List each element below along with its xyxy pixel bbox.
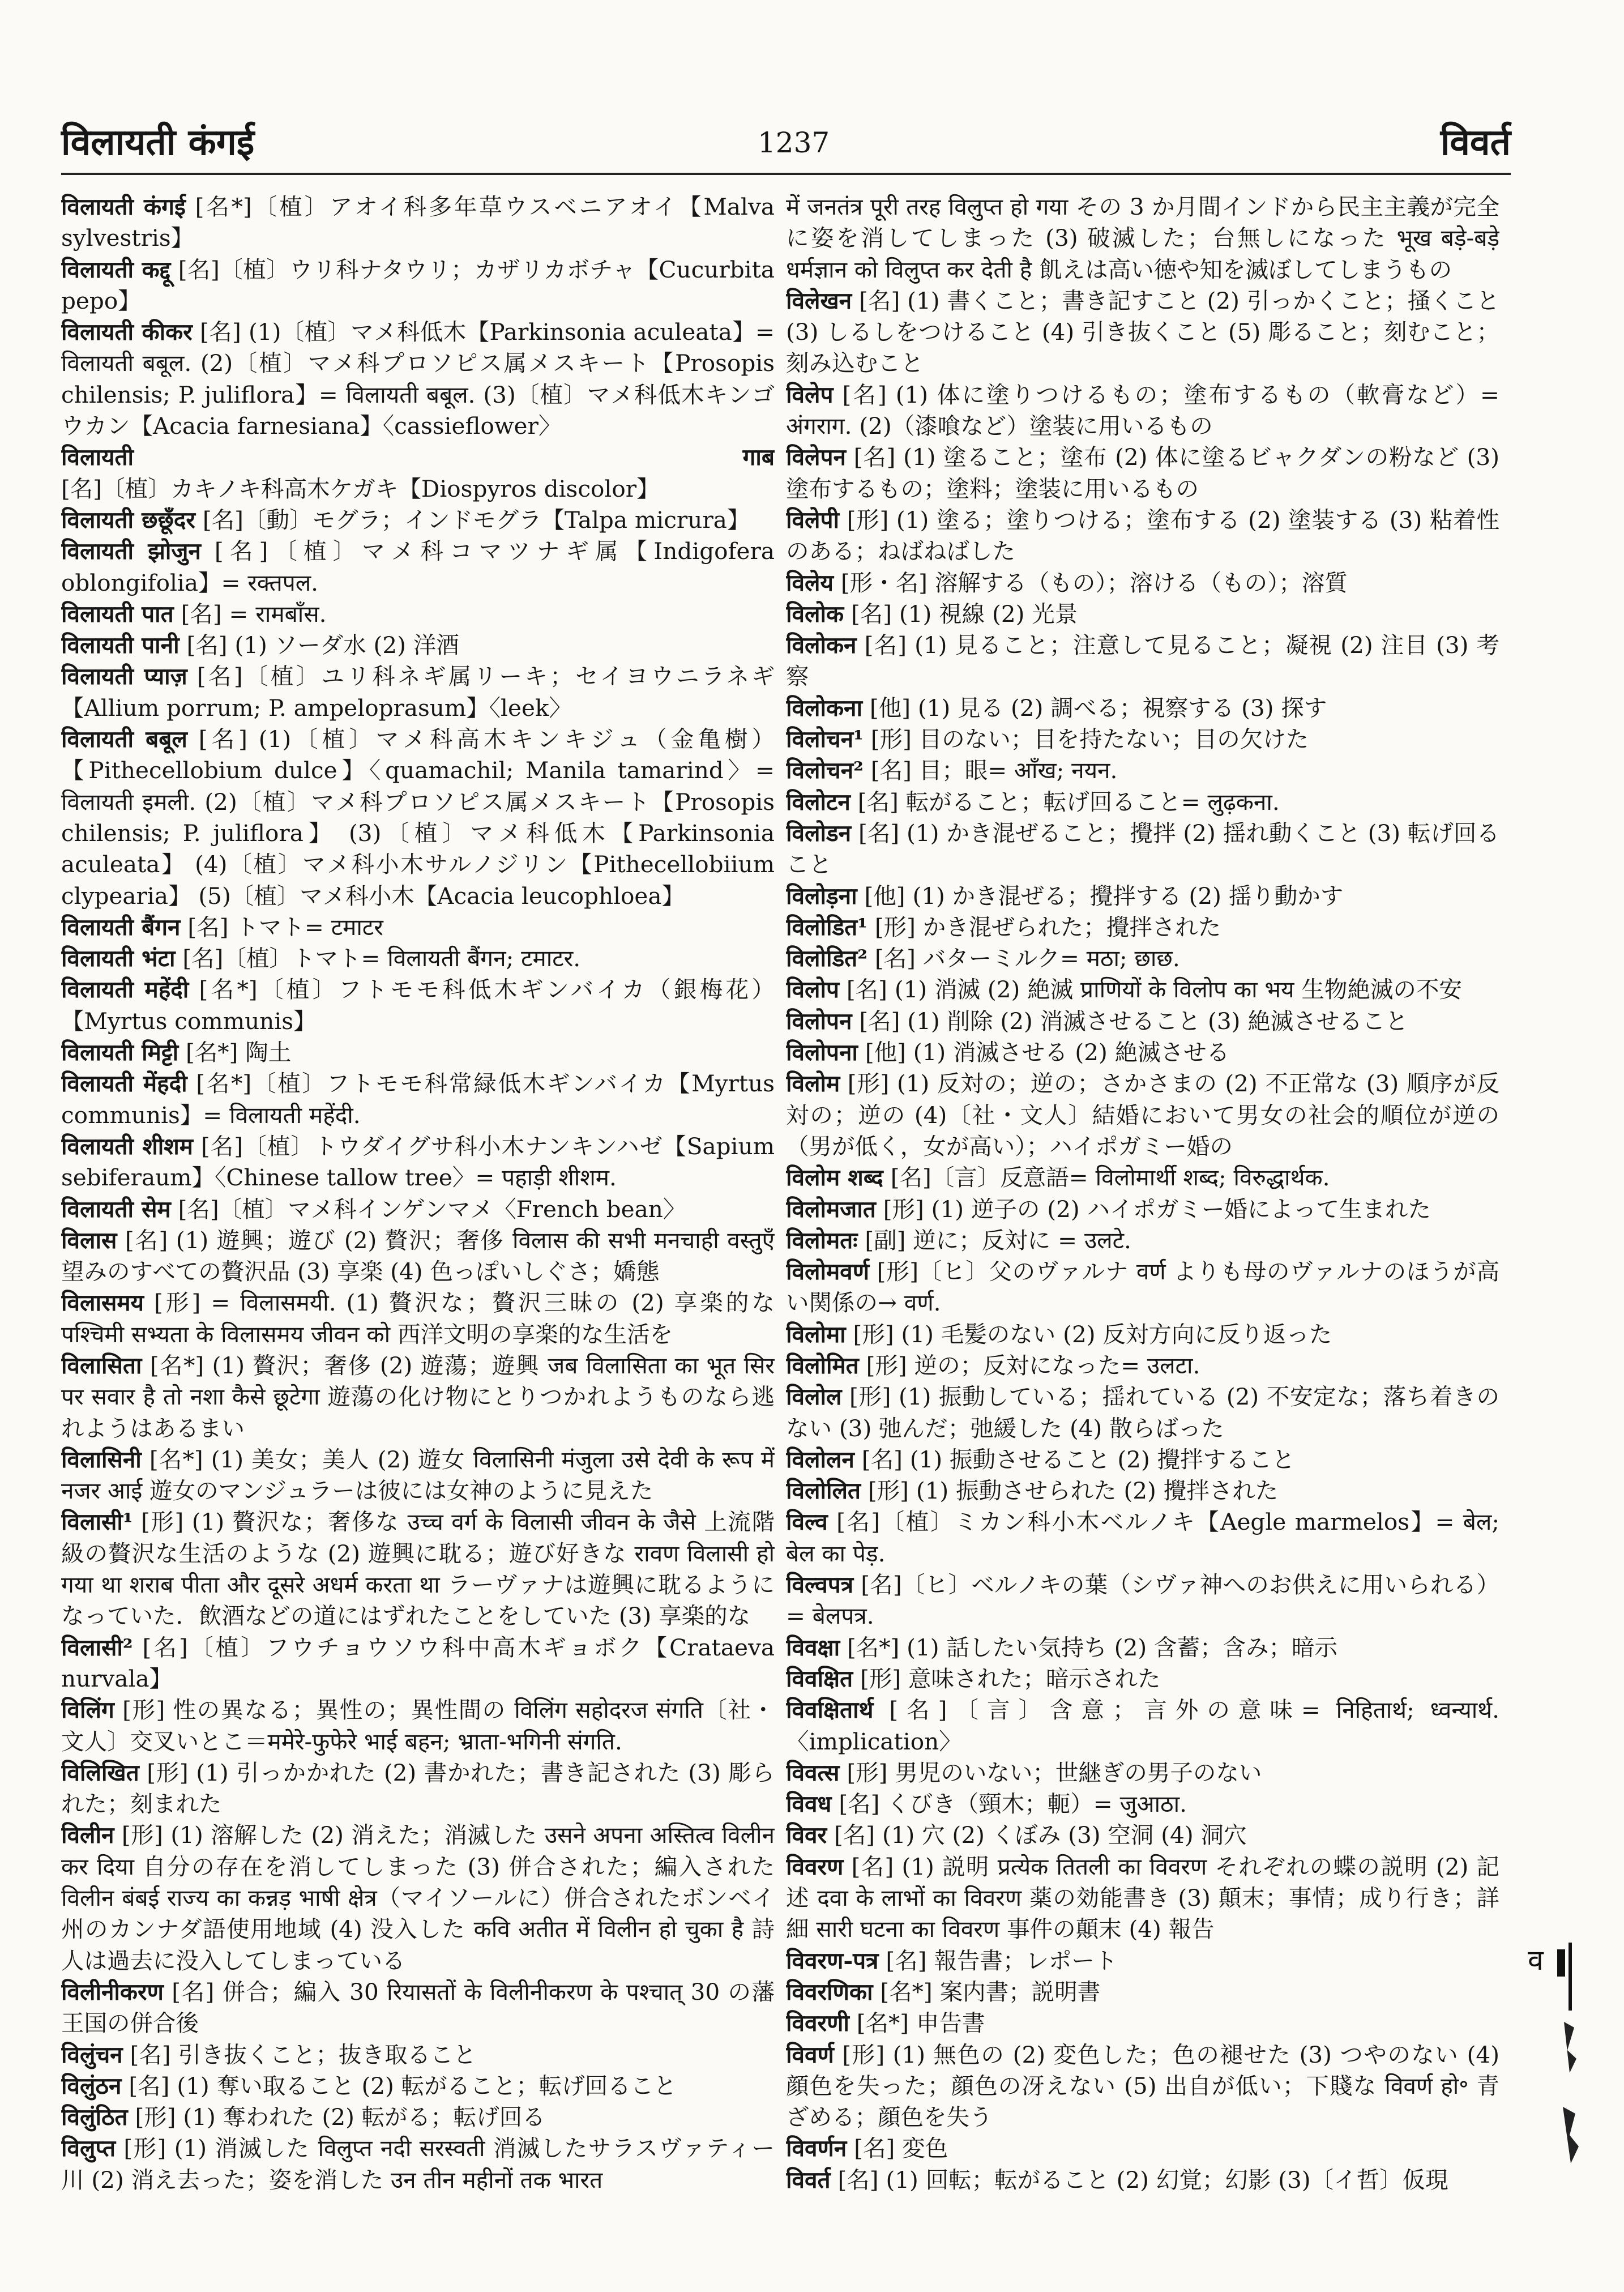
entry-definition: [形・名] 溶解する（もの）；溶ける（もの）；溶質	[840, 569, 1348, 596]
entry-headword: विवत्स	[786, 1759, 840, 1786]
dictionary-entry	[786, 1256, 1499, 1319]
entry-definition: [名]〔植〕ウリ科ナタウリ；カザリカボチャ【Cucurbita pepo】	[61, 255, 775, 314]
dictionary-entry	[61, 536, 775, 599]
entry-definition: [形] (1) 溶解した (2) 消えた；消滅した उसने अपना अस्तित्व विलीन कर दिया 自分の存在を消してしまった (3) 併合された；編入された विलीन बंबई राज्य का कन्नड़ भाषी क्षेत्र（マイソールに）併合されたボンベイ州のカンナダ語使用地域 (4) 没入した कवि अतीत में विलीन हो चुका है 詩人は過去に没入してしまっている	[61, 1821, 775, 1974]
dictionary-entry	[61, 2102, 775, 2133]
dictionary-entry	[786, 1319, 1499, 1350]
entry-definition: [名] (1) 振動させること (2) 攪拌すること	[861, 1445, 1295, 1473]
entry-definition: [名] (1)〔植〕マメ科高木キンキジュ（金亀樹）【Pithecellobium dulce】〈quamachil; Manila tamarind〉= विलायती इमली. (2)〔植〕マメ科プロソピス属メスキート【Prosopis chilensis; P. juliflora】 (3)〔植〕マメ科低木【Parkinsonia aculeata】 (4)〔植〕マメ科小木サルノジリン【Pithecellobiium clypearia】 (5)〔植〕マメ科小木【Acacia leucophloea】	[61, 725, 775, 910]
entry-definition: [名] (1) ソーダ水 (2) 洋酒	[186, 631, 459, 659]
entry-headword: विलोडन	[786, 819, 852, 847]
dictionary-entry	[786, 2133, 1499, 2164]
entry-definition: [形] = विलासमयी. (1) 贅沢な；贅沢三昧の (2) 享楽的な पश्चिमी सभ्यता के विलासमय जीवन को 西洋文明の享楽的な生活を	[61, 1289, 775, 1348]
entry-headword: विलोमजात	[786, 1195, 876, 1223]
entry-headword: विलिखित	[61, 1759, 139, 1786]
dictionary-entry	[61, 1037, 775, 1068]
entry-definition: [形] (1) 逆子の (2) ハイポガミー婚によって生まれた	[883, 1195, 1431, 1223]
dictionary-entry	[786, 1945, 1499, 1977]
entry-definition: [名] 報告書；レポート	[886, 1947, 1118, 1974]
right-guide-word: विवर्त	[1440, 121, 1511, 164]
entry-headword: विवर	[786, 1821, 827, 1849]
entry-headword: विलुंठन	[61, 2072, 122, 2099]
dictionary-entry	[786, 1068, 1499, 1162]
dictionary-entry	[786, 1037, 1499, 1068]
dictionary-entry	[61, 599, 775, 630]
page-number: 1237	[758, 126, 830, 159]
entry-definition: [形] (1) 消滅した विलुप्त नदी सरस्वती 消滅したサラスヴァティー川 (2) 消え去った；姿を消した उन तीन महीनों तक भारत	[61, 2135, 775, 2193]
dictionary-entry	[786, 974, 1499, 1005]
entry-headword: विलोलित	[786, 1477, 861, 1505]
entry-definition: [名*] 陶土	[186, 1039, 292, 1066]
entry-headword: विलोडित²	[786, 945, 867, 972]
entry-definition: [他] (1) 見る (2) 調べる；視察する (3) 探す	[869, 694, 1327, 722]
entry-headword: विलायती पानी	[61, 631, 180, 659]
entry-headword: विलायती मेंहदी	[61, 1070, 187, 1098]
dictionary-entry	[786, 724, 1499, 755]
dictionary-entry	[61, 191, 775, 254]
dictionary-entry	[786, 1225, 1499, 1256]
entry-definition: [名]〔ヒ〕ベルノキの葉（シヴァ神へのお供えに用いられる）= बेलपत्र.	[786, 1571, 1499, 1630]
entry-headword: विलीन	[61, 1821, 114, 1849]
dictionary-entry	[61, 974, 775, 1037]
margin-thumb-mark	[1524, 1937, 1592, 2175]
entry-headword: विलेपन	[786, 443, 846, 471]
entry-definition: [名*]〔植〕アオイ科多年草ウスベニアオイ【Malva sylvestris】	[61, 193, 775, 252]
entry-definition: [形] かき混ぜられた；攪拌された	[874, 913, 1221, 941]
dictionary-entry	[786, 1977, 1499, 2008]
dictionary-entry	[61, 1820, 775, 1976]
dictionary-entry	[786, 2039, 1499, 2133]
entry-definition: [名] (1) 回転；転がること (2) 幻覚；幻影 (3)〔イ哲〕仮現	[837, 2166, 1448, 2193]
entry-headword: विवक्षा	[786, 1633, 840, 1661]
entry-definition: [形] 男児のいない；世継ぎの男子のない	[847, 1759, 1262, 1786]
dictionary-entry	[786, 191, 1499, 285]
dictionary-entry	[786, 1695, 1499, 1757]
dictionary-entry	[61, 1287, 775, 1350]
entry-headword: विलोप	[786, 976, 839, 1004]
dictionary-entry	[786, 630, 1499, 693]
entry-definition: [名] (1)〔植〕マメ科低木【Parkinsonia aculeata】= विलायती बबूल. (2)〔植〕マメ科プロソピス属メスキート【Prosopis chilensis; P. juliflora】= विलायती बबूल. (3)〔植〕マメ科低木キンゴウカン【Acacia farnesiana】〈cassieflower〉	[61, 318, 775, 440]
entry-headword: विलोक	[786, 600, 844, 628]
dictionary-entry	[786, 2008, 1499, 2039]
entry-definition: [名*] (1) 美女；美人 (2) 遊女 विलासिनी मंजुला उसे देवी के रूप में नजर आई 遊女のマンジュラーは彼には女神のように見えた	[61, 1445, 775, 1505]
entry-headword: विलोपना	[786, 1039, 858, 1066]
dictionary-entry	[61, 2133, 775, 2196]
entry-definition: [名]〔植〕トマト= विलायती बैंगन; टमाटर.	[182, 945, 581, 972]
entry-headword: विलायती कद्दू	[61, 255, 171, 283]
dictionary-entry	[786, 1632, 1499, 1663]
dictionary-entry	[786, 787, 1499, 818]
header-rule	[61, 173, 1511, 175]
dictionary-entry	[61, 1225, 775, 1288]
entry-definition: [他] (1) かき混ぜる；攪拌する (2) 揺り動かす	[864, 882, 1344, 910]
entry-headword: विवरणिका	[786, 1978, 873, 2005]
entry-definition: [形] (1) 奪われた (2) 転がる；転げ回る	[135, 2103, 545, 2131]
entry-headword: विलोमित	[786, 1351, 859, 1379]
entry-definition: [形] (1) 毛髪のない (2) 反対方向に反り返った	[853, 1320, 1332, 1348]
entry-definition: में जनतंत्र पूरी तरह विलुप्त हो गया その 3 か月間インドから民主主義が完全に姿を消してしまった (3) 破滅した；台無しになった भूख बड़े-बड़े धर्मज्ञान को विलुप्त कर देती है 飢えは高い徳や知を滅ぼしてしまうもの	[786, 193, 1499, 283]
entry-definition: [形] (1) 贅沢な；奢侈な उच्च वर्ग के विलासी जीवन के जैसे 上流階級の贅沢な生活のような (2) 遊興に耽る；遊び好きな रावण विलासी हो गया था शराब पीता और दूसरे अधर्म करता था ラーヴァナは遊興に耽るようになっていた．飲酒などの道にはずれたことをしていた (3) 享楽的な	[61, 1508, 775, 1630]
entry-definition: [名*] 案内書；説明書	[880, 1978, 1101, 2005]
entry-definition: [名]〔植〕トウダイグサ科小木ナンキンハゼ【Sapium sebiferaum】〈Chinese tallow tree〉= पहाड़ी शीशम.	[61, 1132, 775, 1192]
entry-definition: [名]〔植〕フウチョウソウ科中高木ギョボク【Crataeva nurvala】	[61, 1633, 775, 1692]
entry-definition: [形] (1) 引っかかれた (2) 書かれた；書き記された (3) 彫られた；刻まれた	[61, 1759, 775, 1818]
dictionary-entry	[61, 943, 775, 974]
entry-headword: विलायती भंटा	[61, 945, 176, 972]
entry-definition: [名]〔植〕マメ科コマツナギ属【Indigofera oblongifolia】= रक्तपल.	[61, 537, 775, 596]
entry-headword: विलासिता	[61, 1351, 142, 1379]
entry-headword: विलोटन	[786, 788, 851, 816]
entry-headword: विलायती प्याज़	[61, 663, 187, 690]
dictionary-entry	[786, 912, 1499, 943]
dictionary-entry	[786, 285, 1499, 379]
entry-headword: विलासी¹	[61, 1508, 133, 1536]
entry-definition: [名] (1) 奪い取ること (2) 転がること；転げ回ること	[129, 2072, 677, 2099]
entry-definition: [名] (1) 遊興；遊び (2) 贅沢；奢侈 विलास की सभी मनचाही वस्तुएँ 望みのすべての贅沢品 (3) 享楽 (4) 色っぽいしぐさ；嬌態	[61, 1226, 775, 1286]
entry-headword: विलेपी	[786, 506, 839, 533]
dictionary-entry	[786, 943, 1499, 974]
entry-definition: [名]〔言〕含意；言外の意味= निहितार्थ; ध्वन्यार्थ. 〈implication〉	[786, 1696, 1499, 1755]
dictionary-entry	[61, 1194, 775, 1225]
dictionary-entry	[61, 912, 775, 943]
entry-headword: विलोपन	[786, 1007, 852, 1035]
entry-headword: विलोमा	[786, 1320, 846, 1348]
entry-headword: विलोड़ना	[786, 882, 857, 910]
margin-letter: व	[1528, 1944, 1544, 1977]
entry-definition: [名] (1) 消滅 (2) 絶滅 प्राणियों के विलोप का भय 生物絶滅の不安	[846, 976, 1462, 1004]
dictionary-entry	[786, 599, 1499, 630]
entry-definition: [形] (1) 振動させられた (2) 攪拌された	[867, 1477, 1279, 1505]
dictionary-entry	[786, 1444, 1499, 1475]
entry-headword: विलोचन¹	[786, 725, 864, 753]
entry-headword: विलिंग	[61, 1696, 114, 1724]
entry-headword: विवरण	[786, 1853, 844, 1880]
entry-definition: [形] (1) 無色の (2) 変色した；色の褪せた (3) つやのない (4) 顔色を失った；顔色の冴えない (5) 出自が低い；下賤な विवर्ण हो॰ 青ざめる；顔色を失う	[786, 2041, 1499, 2131]
entry-definition: [名] (1) 体に塗りつけるもの；塗布するもの（軟膏など）= अंगराग. (2)（漆喰など）塗装に用いるもの	[786, 381, 1499, 440]
entry-definition: [形]〔ヒ〕父のヴァルナ वर्ण よりも母のヴァルナのほうが高い関係の→ वर्ण.	[786, 1258, 1499, 1317]
dictionary-entry	[786, 379, 1499, 442]
entry-headword: विलेप	[786, 381, 834, 408]
dictionary-entry	[786, 442, 1499, 505]
entry-definition: [形] (1) 塗る；塗りつける；塗布する (2) 塗装する (3) 粘着性のある；ねばねばした	[786, 506, 1499, 565]
entry-definition: [名] (1) 削除 (2) 消滅させること (3) 絶滅させること	[859, 1007, 1408, 1035]
entry-definition: [名] (1) 塗ること；塗布 (2) 体に塗るビャクダンの粉など (3) 塗布するもの；塗料；塗装に用いるもの	[786, 443, 1499, 502]
entry-definition: [形] 逆の；反対になった= उलटा.	[866, 1351, 1200, 1379]
dictionary-entry	[786, 2165, 1499, 2196]
entry-definition: [名*] (1) 贅沢；奢侈 (2) 遊蕩；遊興 जब विलासिता का भूत सिर पर सवार है तो नशा कैसे छूटेगा 遊蕩の化け物にとりつかれようものなら逃れようはあるまい	[61, 1351, 775, 1442]
left-column	[61, 191, 775, 2242]
entry-headword: विलोलन	[786, 1445, 854, 1473]
entry-headword: विलोकन	[786, 631, 857, 659]
entry-definition: [形] 目のない；目を持たない；目の欠けた	[870, 725, 1309, 753]
dictionary-entry	[786, 1381, 1499, 1444]
entry-headword: विलायती महेंदी	[61, 976, 189, 1004]
entry-definition: [名*] (1) 話したい気持ち (2) 含蓄；含み；暗示	[847, 1633, 1338, 1661]
entry-headword: विवर्ण	[786, 2041, 834, 2068]
entry-definition: [名]〔言〕反意語= विलोमार्थी शब्द; विरुद्धार्थक.	[890, 1164, 1330, 1192]
entry-headword: विलायती बैंगन	[61, 913, 181, 941]
dictionary-entry	[61, 1350, 775, 1444]
entry-definition: [名]〔植〕ユリ科ネギ属リーキ；セイヨウニラネギ【Allium porrum; P. ampeloprasum】〈leek〉	[61, 663, 775, 722]
dictionary-entry	[786, 1663, 1499, 1695]
dictionary-entry	[786, 818, 1499, 881]
entry-definition: [名] 併合；編入 30 रियासतों के विलीनीकरण के पश्चात् 30 の藩王国の併合後	[61, 1978, 775, 2037]
dictionary-entry	[786, 693, 1499, 724]
entry-headword: विलायती गाब	[61, 443, 775, 471]
dictionary-entry	[786, 755, 1499, 786]
entry-definition: [名] くびき（頸木；軛）= जुआठा.	[839, 1790, 1187, 1818]
left-guide-word: विलायती कंगई	[61, 121, 255, 164]
entry-headword: विवरण-पत्र	[786, 1947, 879, 1974]
dictionary-entry	[61, 2039, 775, 2071]
entry-definition: [名] (1) かき混ぜること；攪拌 (2) 揺れ動くこと (3) 転げ回ること	[786, 819, 1499, 878]
dictionary-entry	[786, 1350, 1499, 1381]
entry-headword: विलीनीकरण	[61, 1978, 164, 2005]
dictionary-entry	[61, 442, 775, 505]
right-column	[786, 191, 1499, 2242]
dictionary-entry	[786, 1851, 1499, 1945]
page-header	[61, 116, 1511, 170]
entry-headword: विलायती कीकर	[61, 318, 193, 346]
entry-headword: विवध	[786, 1790, 832, 1818]
dictionary-entry	[61, 2071, 775, 2102]
dictionary-entry	[786, 1006, 1499, 1037]
dictionary-entry	[786, 567, 1499, 599]
entry-headword: विलायती पात	[61, 600, 174, 628]
entry-headword: विलोमतः	[786, 1226, 858, 1254]
entry-definition: [名] (1) 見ること；注意して見ること；凝視 (2) 注目 (3) 考察	[786, 631, 1499, 690]
entry-definition: [形] 意味された；暗示された	[860, 1664, 1161, 1692]
entry-headword: विलायती कंगई	[61, 193, 186, 220]
entry-definition: [形] 性の異なる；異性の；異性間の विलिंग सहोदरज संगति〔社・文人〕交叉いとこ＝ममेरे-फुफेरे भाई बहन; भ्राता-भगिनी संगति.	[61, 1696, 775, 1755]
entry-headword: विलायती शीशम	[61, 1132, 193, 1160]
entry-definition: [名] (1) 穴 (2) くぼみ (3) 空洞 (4) 洞穴	[834, 1821, 1247, 1849]
dictionary-entry	[786, 1194, 1499, 1225]
entry-headword: विलासिनी	[61, 1445, 142, 1473]
entry-headword: विलायती झोजुन	[61, 537, 201, 565]
dictionary-entry	[61, 1977, 775, 2039]
entry-definition: [名] (1) 視線 (2) 光景	[851, 600, 1078, 628]
dictionary-entry	[61, 630, 775, 661]
entry-definition: [名*]〔植〕フトモモ科低木ギンバイカ（銀梅花）【Myrtus communis】	[61, 976, 775, 1035]
dictionary-entry	[786, 1506, 1499, 1569]
entry-headword: विलायती मिट्टी	[61, 1039, 179, 1066]
entry-definition: [名*]〔植〕フトモモ科常緑低木ギンバイカ【Myrtus communis】= विलायती महेंदी.	[61, 1070, 775, 1129]
dictionary-entry	[786, 1162, 1499, 1193]
entry-headword: विवर्णन	[786, 2135, 847, 2162]
entry-definition: [名] = रामबाँस.	[181, 600, 327, 628]
dictionary-entry	[61, 317, 775, 442]
dictionary-entry	[61, 661, 775, 724]
entry-headword: विवर्त	[786, 2166, 831, 2193]
dictionary-entry	[786, 881, 1499, 912]
entry-headword: विलोम शब्द	[786, 1164, 883, 1192]
dictionary-entry	[786, 1569, 1499, 1632]
entry-definition: [名]〔植〕ミカン科小木ベルノキ【Aegle marmelos】= बेल; बेल का पेड़.	[786, 1508, 1499, 1567]
entry-headword: विलुंठित	[61, 2103, 128, 2131]
dictionary-entry	[61, 1068, 775, 1131]
entry-headword: विलेय	[786, 569, 834, 596]
entry-headword: विलोकना	[786, 694, 863, 722]
entry-headword: विलोमवर्ण	[786, 1258, 869, 1286]
entry-headword: विलास	[61, 1226, 117, 1254]
dictionary-entry	[786, 1475, 1499, 1506]
entry-headword: विलोल	[786, 1383, 842, 1411]
dictionary-entry	[61, 1757, 775, 1820]
entry-headword: विलायती बबूल	[61, 725, 187, 753]
entry-definition: [副] 逆に；反対に = उलटे.	[865, 1226, 1131, 1254]
entry-definition: [名] トマト= टमाटर	[187, 913, 383, 941]
dictionary-entry	[61, 1506, 775, 1632]
dictionary-entry	[786, 505, 1499, 567]
entry-headword: विलोम	[786, 1070, 840, 1098]
dictionary-entry	[61, 1695, 775, 1757]
entry-definition: [形] (1) 反対の；逆の；さかさまの (2) 不正常な (3) 順序が反対の；逆の (4)〔社・文人〕結婚において男女の社会的順位が逆の（男が低く，女が高い）；ハイポガミー婚の	[786, 1070, 1499, 1160]
dictionary-entry	[61, 724, 775, 912]
entry-headword: विल्वपत्र	[786, 1571, 854, 1599]
entry-headword: विवक्षितार्थ	[786, 1696, 874, 1724]
entry-headword: विलुप्त	[61, 2135, 116, 2162]
entry-definition: [名] 目；眼= आँख; नयन.	[870, 757, 1118, 784]
dictionary-entry	[786, 1789, 1499, 1820]
entry-headword: विलासमय	[61, 1289, 144, 1317]
entry-definition: [名]〔動〕モグラ；インドモグラ【Talpa micrura】	[202, 506, 750, 533]
dictionary-entry	[786, 1757, 1499, 1789]
entry-headword: विलायती सेम	[61, 1195, 171, 1223]
entry-definition: [名] (1) 書くこと；書き記すこと (2) 引っかくこと；掻くこと (3) しるしをつけること (4) 引き抜くこと (5) 彫ること；刻むこと；刻み込むこと	[786, 287, 1499, 377]
dictionary-entry	[61, 1632, 775, 1695]
dictionary-entry	[786, 1820, 1499, 1851]
entry-headword: विवरणी	[786, 2009, 849, 2037]
entry-headword: विलेखन	[786, 287, 852, 314]
dictionary-entry	[61, 505, 775, 536]
entry-definition: [名] 転がること；転げ回ること= लुढ़कना.	[857, 788, 1280, 816]
entry-definition: [名*] 申告書	[856, 2009, 985, 2037]
entry-definition: [名] 変色	[854, 2135, 948, 2162]
entry-definition: [名] バターミルク= मठा; छाछ.	[874, 945, 1180, 972]
entry-definition: [名] 引き抜くこと；抜き取ること	[130, 2041, 477, 2068]
dictionary-entry	[61, 1444, 775, 1507]
entry-headword: विल्व	[786, 1508, 828, 1536]
entry-definition: [名]〔植〕カキノキ科高木ケガキ【Diospyros discolor】	[61, 475, 660, 502]
entry-headword: विलुंचन	[61, 2041, 123, 2068]
entry-headword: विलायती छछूँदर	[61, 506, 195, 533]
entry-definition: [名]〔植〕マメ科インゲンマメ〈French bean〉	[178, 1195, 686, 1223]
entry-headword: विलोचन²	[786, 757, 864, 784]
entry-headword: विलासी²	[61, 1633, 133, 1661]
dictionary-entry	[61, 254, 775, 317]
dictionary-entry	[61, 1131, 775, 1194]
entry-definition: [名] (1) 説明 प्रत्येक तितली का विवरण それぞれの蝶の説明 (2) 記述 दवा के लाभों का विवरण 薬の効能書き (3) 顛末；事情；成り行き；詳細 सारी घटना का विवरण 事件の顛末 (4) 報告	[786, 1853, 1499, 1943]
entry-definition: [他] (1) 消滅させる (2) 絶滅させる	[865, 1039, 1230, 1066]
entry-headword: विलोडित¹	[786, 913, 867, 941]
entry-headword: विवक्षित	[786, 1664, 853, 1692]
entry-definition: [形] (1) 振動している；揺れている (2) 不安定な；落ち着きのない (3) 弛んだ；弛緩した (4) 散らばった	[786, 1383, 1499, 1442]
